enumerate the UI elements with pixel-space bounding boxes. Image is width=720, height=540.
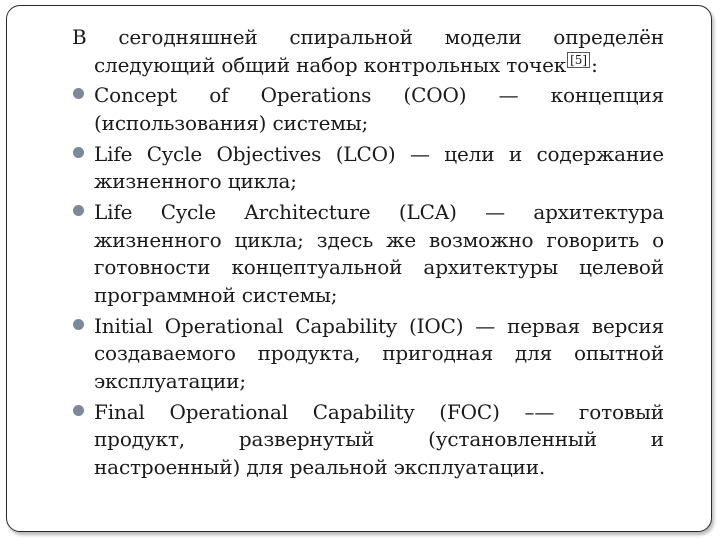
list-item-text: Life Cycle Objectives (LCO) — цели и содержание жизненного цикла; [94,141,664,194]
list-item [94,313,664,396]
bullet-icon [73,319,84,330]
bullet-icon [73,147,84,158]
list-item [94,82,664,137]
list-item-text: Final Operational Capability (FOC) –— готовый продукт, развернутый (установленный и настроенный) для реальной эксплуатации. [94,399,664,479]
intro-colon: : [591,52,598,77]
list-item [94,141,664,196]
bullet-icon [73,205,84,216]
slide-content [58,24,664,485]
bullet-icon [73,88,84,99]
list-item-text: Life Cycle Architecture (LCA) — архитектура жизненного цикла; здесь же возможно говорить о готовности концептуальной архитектуры целевой программной системы; [94,200,664,307]
intro-paragraph [72,24,664,79]
list-item [94,199,664,309]
list-item [94,399,664,482]
list-item-text: Initial Operational Capability (IOC) — первая версия создаваемого продукта, пригодная для опытной эксплуатации; [94,313,664,393]
intro-text: В сегодняшней спиральной модели определён следующий общий набор контрольных точек [72,25,664,77]
list-item-text: Concept of Operations (COO) — концепция (использования) системы; [94,83,664,135]
bullet-icon [73,405,84,416]
reference-link[interactable]: [5] [567,52,590,68]
